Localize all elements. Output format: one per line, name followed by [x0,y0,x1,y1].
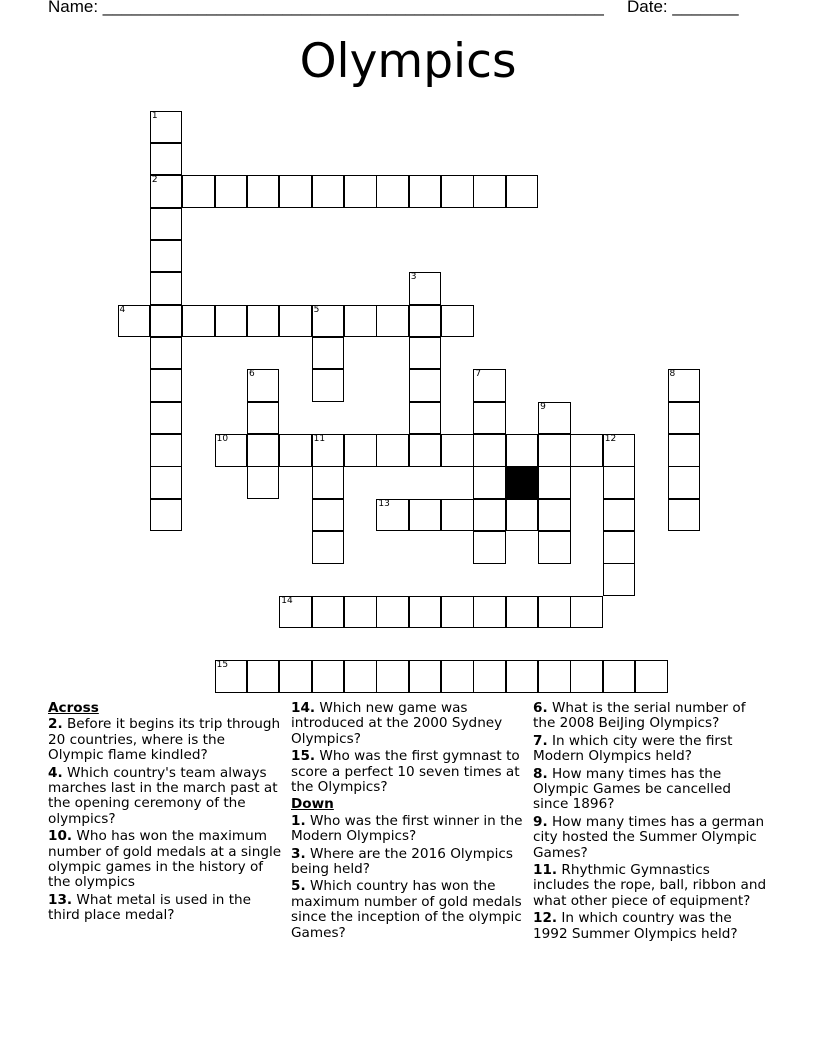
grid-cell-9[interactable] [538,402,571,435]
grid-cell[interactable] [312,337,345,370]
grid-cell[interactable] [668,466,701,499]
clue-number: 2 [151,175,158,186]
grid-cell[interactable] [376,434,409,467]
grid-cell[interactable] [247,305,280,338]
clue-label: 10. [48,828,73,845]
grid-cell[interactable] [376,305,409,338]
grid-cell[interactable] [409,337,442,370]
grid-cell[interactable] [150,272,183,305]
grid-cell[interactable] [441,434,474,467]
clue-item [291,701,527,747]
grid-cell[interactable] [247,466,280,499]
grid-cell[interactable] [312,499,345,532]
grid-cell[interactable] [150,499,183,532]
grid-cell[interactable] [570,434,603,467]
clue-item [48,829,284,891]
grid-cell[interactable] [215,305,248,338]
section-heading-down: Down [291,796,334,813]
grid-cell[interactable] [668,499,701,532]
section-heading-across: Across [48,700,99,716]
grid-cell[interactable] [506,660,539,693]
clue-text: Before it begins its trip through 20 countries, where is the Olympic flame kindled? [48,716,281,764]
clue-item [48,893,284,924]
grid-cell[interactable] [506,175,539,208]
clue-number: 6 [248,369,255,380]
grid-cell[interactable] [441,596,474,629]
grid-cell[interactable] [279,660,312,693]
grid-cell[interactable] [150,143,183,176]
grid-cell[interactable] [603,563,636,596]
clue-number: 8 [669,369,676,380]
clue-text: What is the serial number of the 2008 BeiJing Olympics? [533,700,746,732]
grid-cell[interactable] [279,434,312,467]
grid-cell[interactable] [473,596,506,629]
clue-text: Who was the first gymnast to score a perfect 10 seven times at the Olympics? [291,748,520,796]
grid-cell[interactable] [312,596,345,629]
grid-cell[interactable] [215,175,248,208]
clue-item [291,814,527,845]
clue-label: 8. [533,765,548,782]
grid-cell-7[interactable] [473,369,506,402]
clue-number: 9 [540,401,546,412]
clue-label: 15. [291,748,316,765]
grid-block [506,466,539,499]
grid-cell[interactable] [538,434,571,467]
clue-item [533,767,769,813]
clue-label: 11. [533,862,558,879]
grid-cell[interactable] [603,531,636,564]
grid-cell-4[interactable] [118,305,151,338]
name-line[interactable]: _____________________________________________________ [102,0,604,16]
grid-cell[interactable] [506,596,539,629]
grid-cell-2[interactable] [150,175,183,208]
grid-cell[interactable] [506,434,539,467]
grid-cell[interactable] [538,499,571,532]
grid-cell[interactable] [409,402,442,435]
clue-number: 13 [378,498,390,509]
clue-text: Who was the first winner in the Modern Olympics? [291,812,523,845]
grid-cell[interactable] [603,466,636,499]
clue-text: Rhythmic Gymnastics includes the rope, ball, ribbon and what other piece of equipment? [533,862,767,909]
clue-text: How many times has the Olympic Games be cancelled since 1896? [533,765,731,813]
grid-cell[interactable] [603,660,636,693]
clue-label: 5. [291,878,306,895]
clue-item [291,847,527,878]
grid-cell[interactable] [150,305,183,338]
grid-cell[interactable] [150,240,183,273]
grid-cell[interactable] [344,305,377,338]
clue-label: 4. [48,764,63,781]
grid-cell[interactable] [312,660,345,693]
grid-cell[interactable] [473,466,506,499]
grid-cell-5[interactable] [312,305,345,338]
grid-cell[interactable] [473,402,506,435]
clue-number: 12 [604,434,617,444]
grid-cell[interactable] [247,402,280,435]
grid-cell-3[interactable] [409,272,442,305]
name-label: Name: [48,0,103,16]
grid-cell[interactable] [279,305,312,338]
page-title: Olympics [299,34,517,89]
clue-item [533,863,769,909]
clue-item [533,815,769,861]
clue-number: 3 [410,272,417,283]
grid-cell[interactable] [279,175,312,208]
grid-cell[interactable] [344,660,377,693]
clue-item [533,911,769,942]
clue-text: Where are the 2016 Olympics being held? [291,845,513,878]
grid-cell[interactable] [473,175,506,208]
clue-label: 6. [533,700,548,716]
grid-cell[interactable] [409,434,442,467]
grid-cell-13[interactable] [376,499,409,532]
grid-cell-10[interactable] [215,434,248,467]
grid-cell[interactable] [409,305,442,338]
clue-number: 5 [313,304,320,315]
clue-text: What metal is used in the third place medal? [48,891,252,924]
grid-cell[interactable] [376,660,409,693]
grid-cell-11[interactable] [312,434,345,467]
grid-cell[interactable] [247,660,280,693]
grid-cell[interactable] [182,175,215,208]
clue-item [48,766,284,828]
grid-cell[interactable] [441,175,474,208]
grid-cell[interactable] [441,660,474,693]
grid-cell[interactable] [150,337,183,370]
grid-cell-15[interactable] [215,660,248,693]
clue-item [48,717,284,763]
grid-cell[interactable] [409,596,442,629]
grid-cell[interactable] [506,499,539,532]
clue-text: Which country has won the maximum number of gold medals since the inception of the olympic Games? [291,878,522,941]
clue-text: How many times has a german city hosted the Summer Olympic Games? [533,813,765,861]
grid-cell[interactable] [409,175,442,208]
grid-cell-12[interactable] [603,434,636,467]
clue-column-1 [48,701,284,926]
grid-cell[interactable] [473,660,506,693]
grid-cell[interactable] [344,434,377,467]
clue-item [291,879,527,941]
grid-cell[interactable] [150,369,183,402]
clue-label: 9. [533,813,548,830]
grid-cell[interactable] [312,369,345,402]
grid-cell[interactable] [150,402,183,435]
grid-cell[interactable] [344,175,377,208]
grid-cell-14[interactable] [279,596,312,629]
clue-label: 2. [48,716,63,733]
clue-item [533,734,769,765]
grid-cell[interactable] [150,208,183,241]
grid-cell[interactable] [473,499,506,532]
grid-cell[interactable] [668,434,701,467]
grid-cell[interactable] [376,596,409,629]
grid-cell[interactable] [150,466,183,499]
grid-cell[interactable] [473,531,506,564]
clue-text: In which city were the first Modern Olympics held? [533,732,733,765]
grid-cell[interactable] [538,531,571,564]
grid-cell[interactable] [409,499,442,532]
clue-text: Which new game was introduced at the 2000 Sydney Olympics? [291,700,503,747]
grid-cell[interactable] [409,660,442,693]
clue-number: 4 [119,304,126,315]
grid-cell-8[interactable] [668,369,701,402]
grid-cell[interactable] [247,175,280,208]
clue-column-3 [533,701,769,944]
clue-text: Who has won the maximum number of gold medals at a single olympic games in the history of the olympics [48,828,282,891]
grid-cell[interactable] [312,531,345,564]
grid-cell-1[interactable] [150,111,183,144]
grid-cell[interactable] [570,660,603,693]
clue-number: 14 [281,595,293,606]
grid-cell[interactable] [473,434,506,467]
grid-cell[interactable] [441,499,474,532]
clue-number: 15 [216,660,229,671]
grid-cell[interactable] [344,596,377,629]
date-line[interactable]: _______ [672,0,739,16]
clue-item [533,701,769,732]
grid-cell[interactable] [312,466,345,499]
grid-cell[interactable] [668,402,701,435]
grid-cell[interactable] [150,434,183,467]
clue-text: Which country's team always marches last in the march past at the opening ceremony of the olympics? [48,764,278,827]
clue-number: 11 [313,434,326,444]
clue-column-2 [291,701,527,943]
grid-cell[interactable] [312,175,345,208]
date-label: Date: [627,0,673,16]
clue-label: 3. [291,845,306,862]
grid-cell-6[interactable] [247,369,280,402]
grid-cell[interactable] [635,660,668,693]
clue-label: 14. [291,700,316,716]
grid-cell[interactable] [603,499,636,532]
clue-text: In which country was the 1992 Summer Olympics held? [533,910,738,942]
clue-label: 12. [533,910,558,927]
grid-cell[interactable] [538,466,571,499]
clue-label: 1. [291,812,306,829]
clue-label: 13. [48,891,73,908]
grid-cell[interactable] [570,596,603,629]
grid-cell[interactable] [538,660,571,693]
grid-cell[interactable] [376,175,409,208]
clue-number: 10 [216,434,229,444]
clue-number: 7 [475,369,482,380]
grid-cell[interactable] [247,434,280,467]
clue-number: 1 [151,110,158,121]
clue-label: 7. [533,732,548,749]
grid-cell[interactable] [441,305,474,338]
grid-cell[interactable] [182,305,215,338]
grid-cell[interactable] [409,369,442,402]
grid-cell[interactable] [538,596,571,629]
clue-item [291,749,527,795]
